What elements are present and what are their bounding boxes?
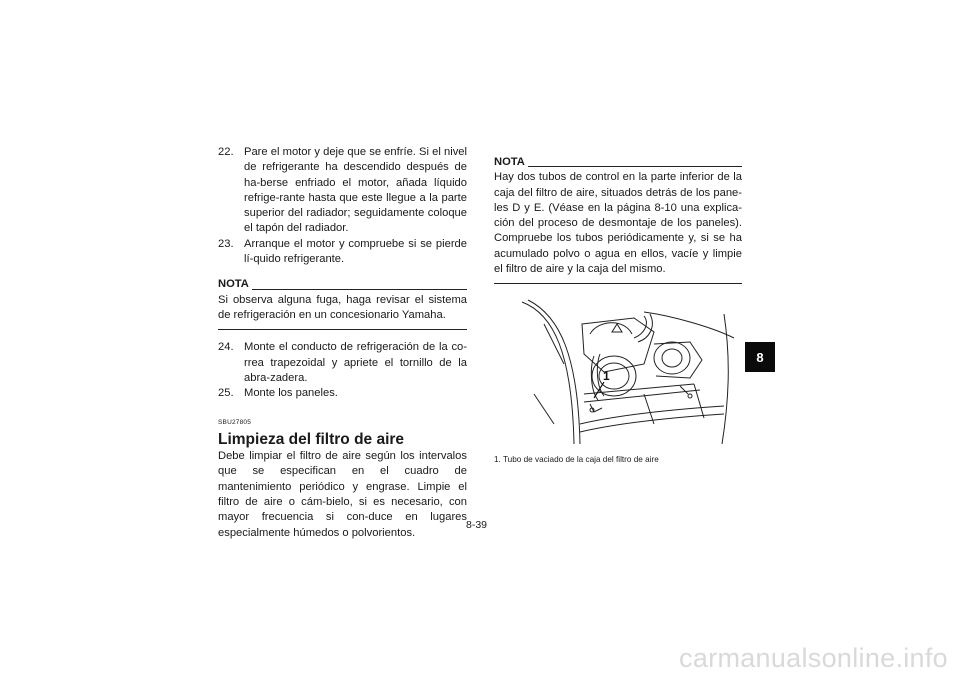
figure-callout-number: 1 <box>603 369 610 384</box>
engine-line-drawing <box>494 294 742 446</box>
step-text: Monte los paneles. <box>244 387 338 400</box>
step-25 <box>218 386 467 401</box>
watermark: carmanualsonline.info <box>679 643 948 673</box>
nota-header <box>218 277 467 292</box>
nota-label: NOTA <box>218 278 249 291</box>
nota-label: NOTA <box>494 156 525 168</box>
step-24 <box>218 340 467 386</box>
step-text: Monte el conducto de refrigeración de la co-rrea trapezoidal y apriete el tornillo de la abra-zadera. <box>244 341 467 384</box>
nota-rule <box>528 166 742 167</box>
nota-end-rule <box>494 283 742 284</box>
step-23 <box>218 237 467 268</box>
step-22 <box>218 145 467 237</box>
step-number: 24. <box>218 341 234 354</box>
nota-end-rule <box>218 329 467 330</box>
nota-text: Hay dos tubos de control en la parte inferior de la caja del filtro de aire, situados detrás de los pane-les D y E. (Véase en la página 8-10 una explica-ción del proceso de desmontaje de los paneles). Compruebe los tubos periódicamente y, si se ha acumulado polvo o agua en ellos, vacíe y limpie el filtro de aire y la caja del mismo. <box>494 171 742 276</box>
right-column <box>494 155 742 468</box>
step-text: Arranque el motor y compruebe si se pierde lí-quido refrigerante. <box>244 237 467 266</box>
left-column <box>218 145 467 541</box>
nota-text: Si observa alguna fuga, haga revisar el sistema de refrigeración en un concesionario Yamaha. <box>218 293 467 321</box>
section-code: SBU27805 <box>218 419 252 427</box>
chapter-tab: 8 <box>745 342 775 372</box>
figure-caption: 1. Tubo de vaciado de la caja del filtro de aire <box>494 455 659 465</box>
step-number: 22. <box>218 146 234 158</box>
step-number: 25. <box>218 387 234 400</box>
page-number: 8-39 <box>466 519 488 531</box>
section-body: Debe limpiar el filtro de aire según los intervalos que se especifican en el cuadro de mantenimiento periódico y engrase. Limpie el filtro de aire o cám-bielo, si es necesario, con mayor frecuencia si con-duce en lugares especialmente húmedos o polvorientos. <box>218 450 467 539</box>
step-number: 23. <box>218 237 234 250</box>
nota-header <box>494 155 742 170</box>
nota-rule <box>252 289 467 290</box>
step-text: Pare el motor y deje que se enfríe. Si el nivel de refrigerante ha descendido después de ha-berse enfriado el motor, añada líquido refrige-rante hasta que este llegue a la parte superior del radiador; seguidamente coloque el tapón del radiador. <box>244 146 467 235</box>
air-filter-drain-illustration <box>494 294 742 446</box>
section-title: Limpieza del filtro de aire <box>218 430 405 448</box>
